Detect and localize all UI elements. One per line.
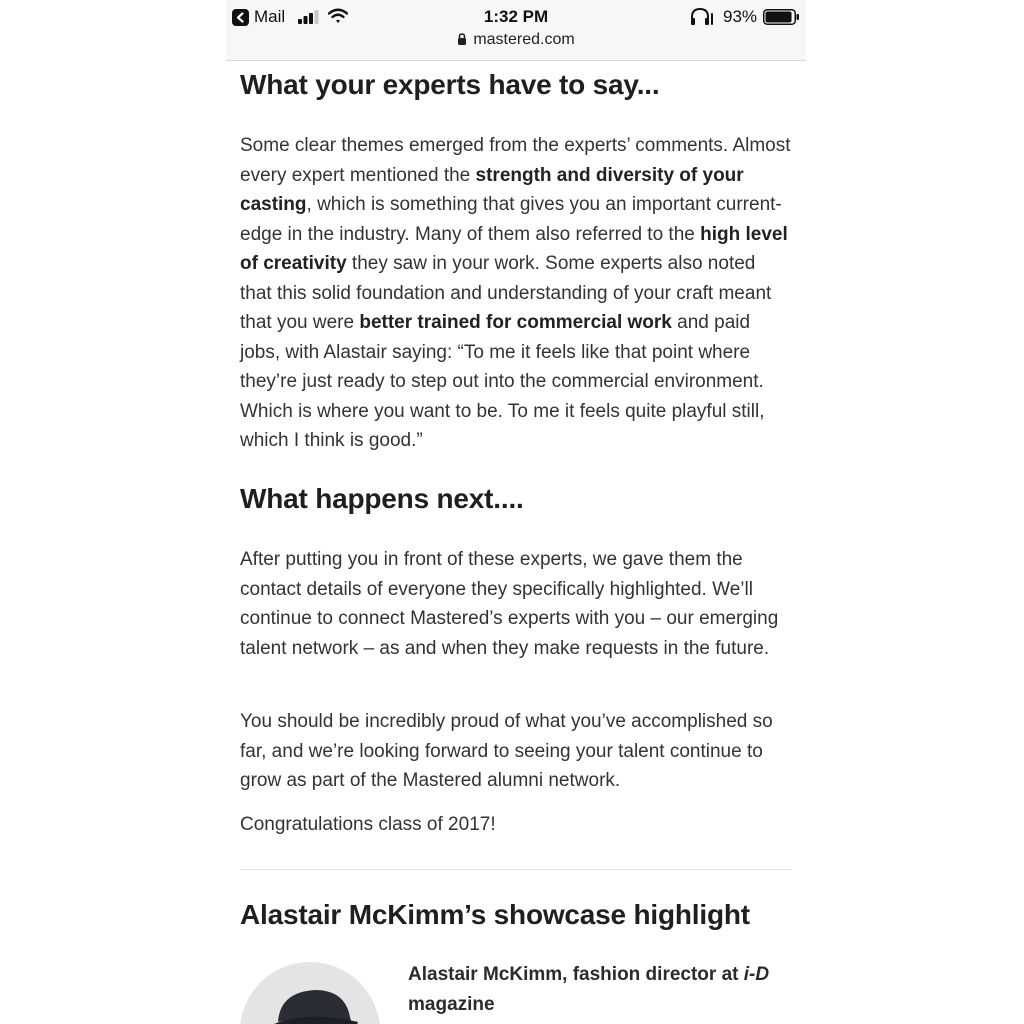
section-divider xyxy=(240,869,792,870)
portrait-photo xyxy=(240,962,380,1024)
battery-icon xyxy=(763,9,800,25)
next-heading: What happens next.... xyxy=(240,483,524,514)
address-bar[interactable] xyxy=(226,31,806,49)
experts-text-3: they saw in your work. Some experts also noted that this solid foundation and understanding of your craft meant that you were xyxy=(240,253,772,333)
headphones-icon xyxy=(690,8,714,26)
showcase-caption xyxy=(408,960,792,1019)
caption-text: Alastair McKimm, fashion director at xyxy=(408,964,744,985)
experts-bold-3: better trained for commercial work xyxy=(359,312,672,333)
next-paragraph-1: After putting you in front of these experts, we gave them the contact details of everyone they specifically highlighted. We’ll continue to connect Mastered’s experts with you – our emerging talent network – as and when they make requests in the future. xyxy=(240,549,779,659)
next-paragraph-2: You should be incredibly proud of what you’ve accomplished so far, and we’re looking forward to seeing your talent continue to grow as part of the Mastered alumni network. xyxy=(240,711,773,791)
clock: 1:32 PM xyxy=(483,7,549,26)
caption-suffix: magazine xyxy=(408,993,495,1015)
experts-text-4: and paid jobs, with Alastair saying: “To me it feels like that point where they’re just ready to step out into the commercial environment. Which is where you want to be. To me it feels quite playful still, which I think is good.” xyxy=(240,312,765,451)
back-app-label[interactable]: Mail xyxy=(254,7,286,26)
showcase-heading: Alastair McKimm’s showcase highlight xyxy=(240,899,750,930)
experts-bold-1: strength and diversity of your casting xyxy=(240,164,744,215)
status-row xyxy=(226,6,806,30)
url-text[interactable]: mastered.com xyxy=(473,31,575,48)
experts-heading: What your experts have to say... xyxy=(240,69,660,100)
experts-text-2: , which is something that gives you an important current-edge in the industry. Many of them also referred to the xyxy=(240,194,782,245)
phone-screen xyxy=(226,0,806,1024)
congratulations-text: Congratulations class of 2017! xyxy=(240,814,496,835)
avatar xyxy=(240,962,380,1024)
experts-bold-2: high level of creativity xyxy=(240,223,788,274)
battery-fill xyxy=(766,12,792,23)
status-bar xyxy=(226,0,806,61)
lock-icon xyxy=(457,33,467,45)
battery-percent: 93% xyxy=(723,7,758,26)
experts-paragraph xyxy=(240,131,792,456)
caption-publication: i-D xyxy=(743,964,770,985)
experts-text-1: Some clear themes emerged from the experts’ comments. Almost every expert mentioned the xyxy=(240,135,791,186)
